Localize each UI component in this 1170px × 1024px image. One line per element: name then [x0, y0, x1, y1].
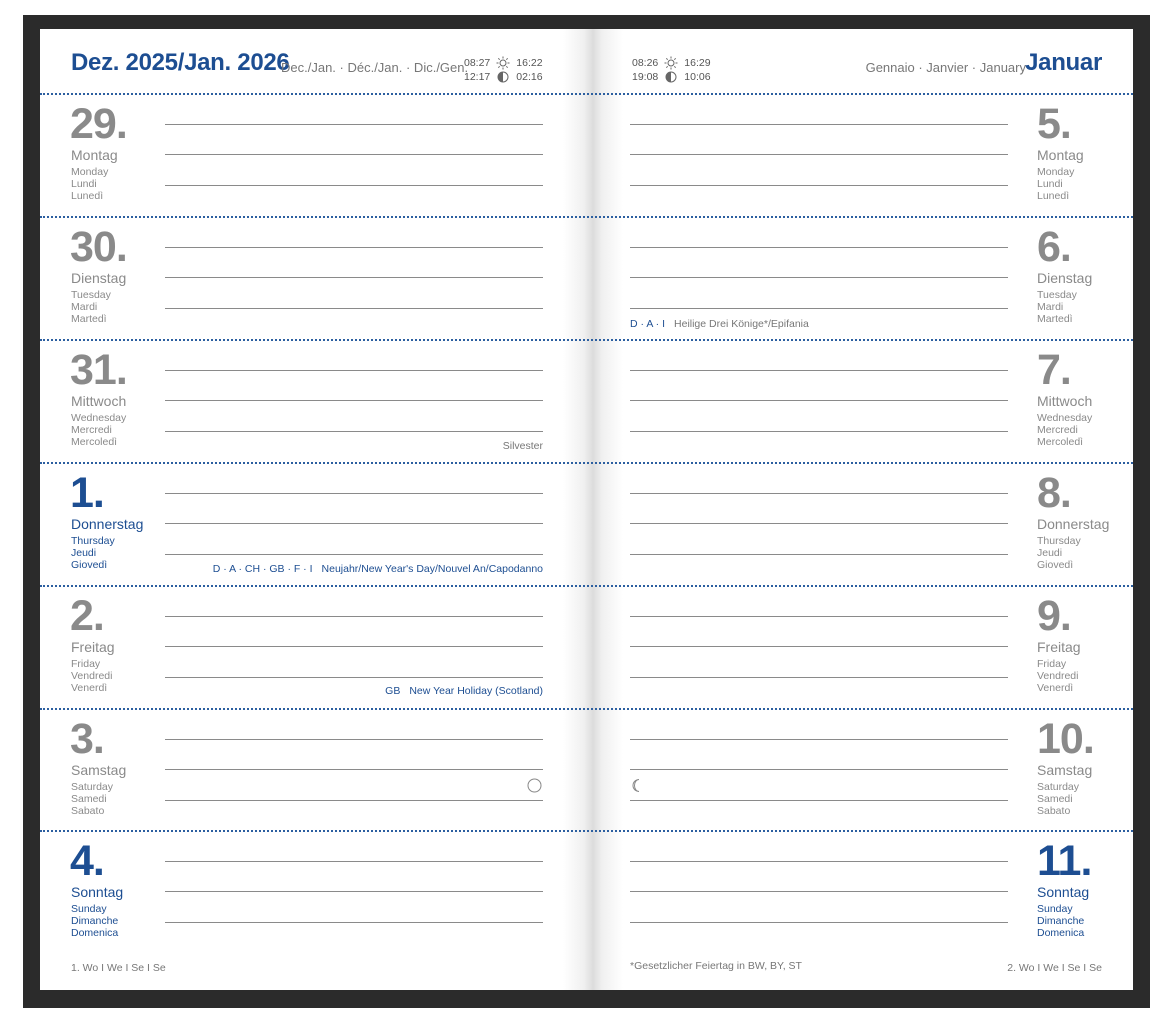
book-gutter — [563, 29, 623, 990]
day-name-en: Thursday — [71, 535, 115, 547]
writing-line — [165, 431, 543, 432]
day-number: 3. — [70, 715, 104, 763]
day-number: 1. — [70, 469, 104, 517]
day-number: 10. — [1037, 715, 1094, 763]
divider — [40, 93, 1133, 95]
day-name: Donnerstag — [1037, 516, 1110, 532]
writing-line — [630, 861, 1008, 862]
divider — [40, 708, 1133, 710]
day-name-fr: Samedi — [71, 793, 107, 805]
writing-line — [630, 185, 1008, 186]
day-name: Samstag — [1037, 762, 1093, 778]
day-name-en: Tuesday — [71, 289, 111, 301]
day-name-en: Friday — [1037, 658, 1067, 670]
writing-line — [165, 247, 543, 248]
day-name-it: Martedì — [71, 313, 107, 325]
day-name-en: Wednesday — [1037, 412, 1093, 424]
day-name: Montag — [71, 147, 118, 163]
writing-line — [165, 677, 543, 678]
holiday-label: Heilige Drei Könige*/Epifania — [674, 318, 809, 330]
day-name-it: Martedì — [1037, 313, 1073, 325]
day-name-en: Saturday — [71, 781, 114, 793]
writing-line — [165, 154, 543, 155]
moonrise-time: 19:08 — [632, 71, 659, 83]
day-name-it: Sabato — [1037, 805, 1071, 817]
day-name-it: Venerdì — [1037, 682, 1074, 694]
writing-line — [630, 308, 1008, 309]
writing-line — [630, 400, 1008, 401]
day-name-fr: Vendredi — [1037, 670, 1079, 682]
day-name-it: Lunedì — [1037, 190, 1070, 202]
left-page-subtitle: Dec./Jan. · Déc./Jan. · Dic./Gen. — [281, 60, 469, 75]
day-name-en: Tuesday — [1037, 289, 1077, 301]
day-name: Montag — [1037, 147, 1084, 163]
writing-line — [165, 554, 543, 555]
day-name-fr: Jeudi — [1037, 547, 1063, 559]
writing-line — [165, 493, 543, 494]
day-name-fr: Mardi — [71, 301, 98, 313]
waning-moon-icon — [630, 778, 645, 793]
day-number: 9. — [1037, 592, 1071, 640]
day-number: 29. — [70, 100, 127, 148]
divider — [40, 585, 1133, 587]
day-name-en: Monday — [1037, 166, 1075, 178]
day-name-it: Sabato — [71, 805, 105, 817]
sunrise-time: 08:27 — [464, 57, 491, 69]
writing-line — [630, 124, 1008, 125]
day-name-fr: Lundi — [1037, 178, 1063, 190]
divider — [40, 216, 1133, 218]
holiday-scotland — [385, 685, 543, 697]
day-name: Mittwoch — [1037, 393, 1093, 409]
moon-phase-icon — [664, 70, 678, 84]
writing-line — [630, 922, 1008, 923]
writing-line — [165, 277, 543, 278]
day-name: Samstag — [71, 762, 127, 778]
writing-line — [165, 616, 543, 617]
day-name-en: Wednesday — [71, 412, 127, 424]
day-name-fr: Dimanche — [1037, 915, 1085, 927]
holiday-countries: D · A · CH · GB · F · I — [212, 563, 313, 575]
day-name-it: Giovedì — [71, 559, 108, 571]
writing-line — [165, 646, 543, 647]
divider — [40, 339, 1133, 341]
sun-icon — [664, 56, 678, 70]
day-number: 4. — [70, 837, 104, 885]
holiday-epiphany — [630, 318, 809, 330]
day-number: 2. — [70, 592, 104, 640]
day-name-fr: Mercredi — [71, 424, 112, 436]
day-number: 7. — [1037, 346, 1071, 394]
day-number: 6. — [1037, 223, 1071, 271]
writing-line — [165, 185, 543, 186]
day-name-it: Mercoledì — [1037, 436, 1084, 448]
writing-line — [630, 891, 1008, 892]
day-name: Dienstag — [1037, 270, 1093, 286]
moon-phase-icon — [496, 70, 510, 84]
writing-line — [165, 308, 543, 309]
moonset-time: 10:06 — [684, 71, 711, 83]
day-name-fr: Lundi — [71, 178, 97, 190]
writing-line — [630, 431, 1008, 432]
day-number: 11. — [1037, 837, 1092, 885]
day-number: 31. — [70, 346, 127, 394]
sunset-time: 16:22 — [516, 57, 543, 69]
day-name-en: Sunday — [1037, 903, 1073, 915]
right-sun-moon-times — [632, 56, 711, 84]
day-name-fr: Samedi — [1037, 793, 1073, 805]
week-number-left: 1. Wo I We I Se I Se — [71, 962, 166, 974]
footnote: *Gesetzlicher Feiertag in BW, BY, ST — [630, 960, 802, 972]
holiday-label: Neujahr/New Year's Day/Nouvel An/Capodanno — [321, 563, 543, 575]
day-name-en: Friday — [71, 658, 101, 670]
holiday-countries: D · A · I — [630, 318, 666, 330]
writing-line — [630, 616, 1008, 617]
day-number: 8. — [1037, 469, 1071, 517]
day-name-it: Domenica — [71, 927, 119, 939]
divider — [40, 462, 1133, 464]
day-name-en: Saturday — [1037, 781, 1080, 793]
day-name: Freitag — [71, 639, 115, 655]
day-name: Mittwoch — [71, 393, 127, 409]
day-name: Sonntag — [1037, 884, 1090, 900]
holiday-new-year — [213, 563, 543, 575]
right-page-title: Januar — [1025, 49, 1102, 76]
writing-line — [165, 370, 543, 371]
writing-line — [630, 554, 1008, 555]
writing-line — [630, 646, 1008, 647]
day-name: Freitag — [1037, 639, 1081, 655]
day-name-en: Monday — [71, 166, 109, 178]
writing-line — [630, 800, 1008, 801]
writing-line — [630, 277, 1008, 278]
writing-line — [630, 739, 1008, 740]
writing-line — [165, 124, 543, 125]
day-name-fr: Jeudi — [71, 547, 97, 559]
holiday-label: New Year Holiday (Scotland) — [409, 685, 543, 697]
writing-line — [630, 493, 1008, 494]
sunrise-time: 08:26 — [632, 57, 659, 69]
writing-line — [165, 769, 543, 770]
week-number-right: 2. Wo I We I Se I Se — [1007, 962, 1102, 974]
day-name-it: Giovedì — [1037, 559, 1074, 571]
sun-icon — [496, 56, 510, 70]
sunset-time: 16:29 — [684, 57, 711, 69]
day-name-it: Domenica — [1037, 927, 1085, 939]
divider — [40, 830, 1133, 832]
day-name: Donnerstag — [71, 516, 144, 532]
day-name-en: Sunday — [71, 903, 107, 915]
day-name: Sonntag — [71, 884, 124, 900]
day-name-it: Venerdì — [71, 682, 108, 694]
writing-line — [630, 769, 1008, 770]
moonset-time: 02:16 — [516, 71, 543, 83]
full-moon-icon — [527, 778, 542, 793]
day-name-it: Lunedì — [71, 190, 104, 202]
writing-line — [165, 400, 543, 401]
writing-line — [165, 800, 543, 801]
day-name: Dienstag — [71, 270, 127, 286]
writing-line — [630, 677, 1008, 678]
day-name-en: Thursday — [1037, 535, 1081, 547]
right-page-subtitle: Gennaio · Janvier · January — [865, 60, 1026, 75]
planner-spread — [40, 29, 1133, 990]
day-name-fr: Dimanche — [71, 915, 119, 927]
holiday-silvester: Silvester — [502, 440, 543, 452]
writing-line — [165, 891, 543, 892]
writing-line — [630, 247, 1008, 248]
left-page-title: Dez. 2025/Jan. 2026 — [71, 49, 290, 76]
writing-line — [165, 861, 543, 862]
writing-line — [630, 370, 1008, 371]
writing-line — [165, 739, 543, 740]
day-name-fr: Mardi — [1037, 301, 1064, 313]
day-name-fr: Mercredi — [1037, 424, 1078, 436]
writing-line — [165, 922, 543, 923]
left-sun-moon-times — [464, 56, 543, 84]
day-number: 30. — [70, 223, 127, 271]
day-number: 5. — [1037, 100, 1071, 148]
holiday-countries: GB — [385, 685, 401, 697]
writing-line — [165, 523, 543, 524]
day-name-fr: Vendredi — [71, 670, 113, 682]
writing-line — [630, 154, 1008, 155]
moonrise-time: 12:17 — [464, 71, 491, 83]
writing-line — [630, 523, 1008, 524]
day-name-it: Mercoledì — [71, 436, 118, 448]
